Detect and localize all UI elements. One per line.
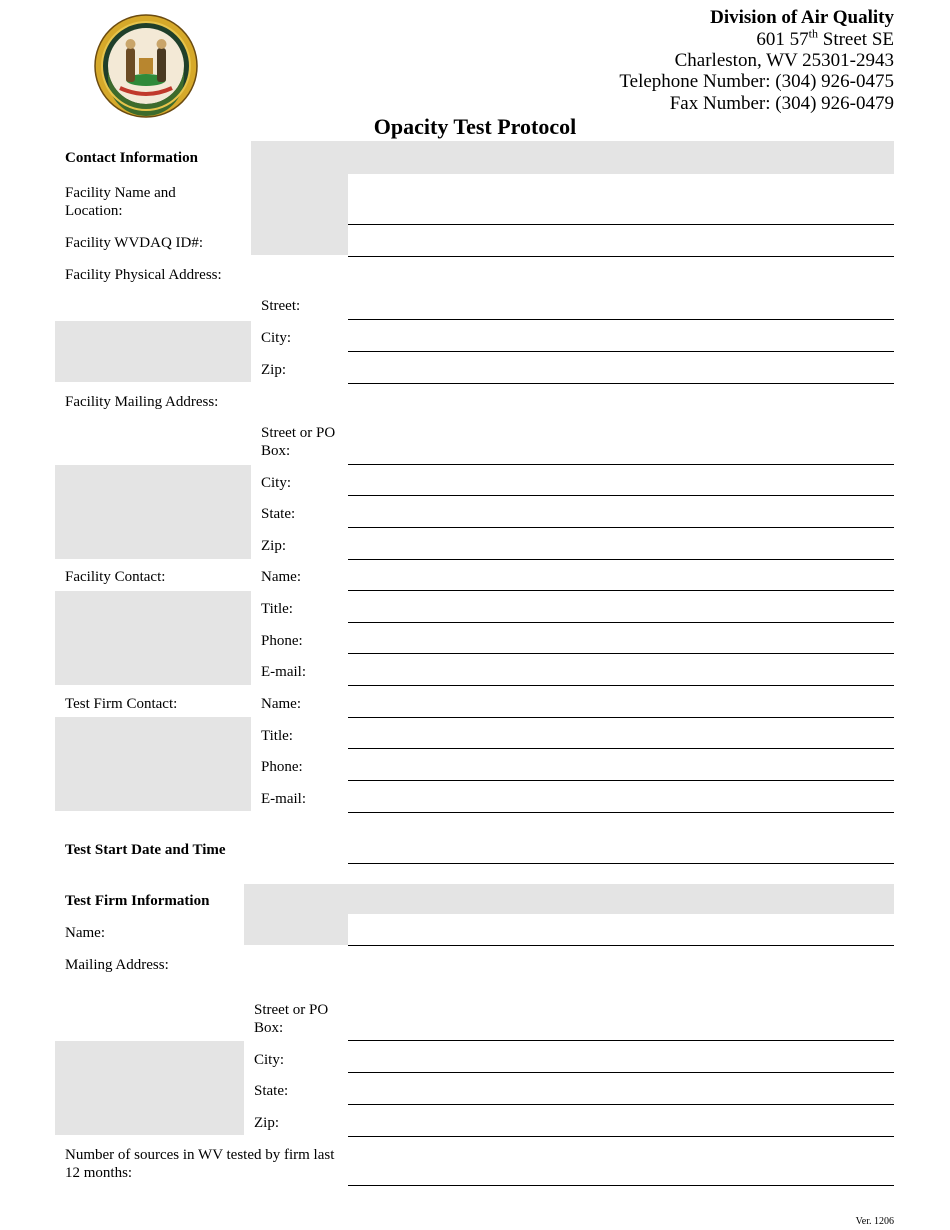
test-firm-name-label: Name: (65, 925, 105, 941)
facility-name-location-field[interactable] (348, 224, 894, 225)
street-address: 601 57th Street SE (756, 26, 894, 50)
facility-contact-name-label: Name: (261, 569, 301, 585)
physical-zip-field[interactable] (348, 383, 894, 384)
fax-number: Fax Number: (304) 926-0479 (669, 93, 894, 114)
facility-contact-phone-field[interactable] (348, 653, 894, 654)
physical-address-shade (55, 321, 251, 382)
test-firm-contact-label: Test Firm Contact: (65, 696, 178, 712)
firm-mailing-street-label: Street or PO Box: (254, 1002, 329, 1036)
organization-name: Division of Air Quality (710, 7, 894, 28)
facility-contact-email-field[interactable] (348, 685, 894, 686)
mailing-zip-field[interactable] (348, 559, 894, 560)
mailing-state-field[interactable] (348, 527, 894, 528)
test-firm-contact-email-label: E-mail: (261, 791, 306, 807)
contact-heading-shade (251, 141, 894, 174)
sources-tested-field[interactable] (348, 1185, 894, 1186)
physical-street-field[interactable] (348, 319, 894, 320)
test-firm-contact-phone-field[interactable] (348, 780, 894, 781)
contact-information-heading: Contact Information (65, 150, 198, 166)
physical-city-field[interactable] (348, 351, 894, 352)
test-firm-contact-title-label: Title: (261, 728, 293, 744)
test-firm-contact-email-field[interactable] (348, 812, 894, 813)
facility-contact-phone-label: Phone: (261, 633, 303, 649)
firm-mailing-street-field[interactable] (348, 1040, 894, 1041)
mailing-city-field[interactable] (348, 495, 894, 496)
firm-mailing-state-label: State: (254, 1083, 289, 1099)
facility-name-location-label: Facility Name and Location: (65, 185, 176, 219)
physical-street-label: Street: (261, 298, 301, 314)
facility-contact-shade (55, 591, 251, 685)
firm-mailing-city-field[interactable] (348, 1072, 894, 1073)
page-title: Opacity Test Protocol (373, 114, 577, 139)
telephone-number: Telephone Number: (304) 926-0475 (619, 71, 894, 92)
state-seal-icon (94, 14, 198, 118)
test-firm-name-field[interactable] (348, 945, 894, 946)
physical-city-label: City: (261, 330, 292, 346)
facility-contact-email-label: E-mail: (261, 664, 306, 680)
test-start-field[interactable] (348, 863, 894, 864)
version-label: Ver. 1206 (855, 1216, 894, 1227)
city-state-zip: Charleston, WV 25301-2943 (674, 50, 894, 71)
firm-mailing-city-label: City: (254, 1052, 285, 1068)
mailing-state-label: State: (261, 506, 296, 522)
sources-tested-label: Number of sources in WV tested by firm last 12 months: (65, 1147, 335, 1181)
test-firm-heading-shade (244, 884, 894, 914)
facility-name-id-shade (251, 174, 348, 255)
facility-contact-title-label: Title: (261, 601, 293, 617)
facility-contact-name-field[interactable] (348, 590, 894, 591)
test-start-heading: Test Start Date and Time (65, 842, 226, 858)
firm-mailing-zip-field[interactable] (348, 1136, 894, 1137)
physical-address-label: Facility Physical Address: (65, 267, 222, 283)
test-firm-contact-title-field[interactable] (348, 748, 894, 749)
firm-mailing-zip-label: Zip: (254, 1115, 279, 1131)
facility-id-field[interactable] (348, 256, 894, 257)
test-firm-name-shade (244, 914, 348, 945)
mailing-street-field[interactable] (348, 464, 894, 465)
mailing-zip-label: Zip: (261, 538, 286, 554)
firm-mailing-address-shade (55, 1041, 244, 1135)
test-firm-contact-shade (55, 717, 251, 811)
test-firm-contact-phone-label: Phone: (261, 759, 303, 775)
facility-contact-title-field[interactable] (348, 622, 894, 623)
mailing-address-shade (55, 465, 251, 559)
test-firm-contact-name-field[interactable] (348, 717, 894, 718)
mailing-address-label: Facility Mailing Address: (65, 394, 219, 410)
test-firm-contact-name-label: Name: (261, 696, 301, 712)
physical-zip-label: Zip: (261, 362, 286, 378)
mailing-city-label: City: (261, 475, 292, 491)
facility-contact-label: Facility Contact: (65, 569, 166, 585)
mailing-street-label: Street or PO Box: (261, 425, 336, 459)
test-firm-information-heading: Test Firm Information (65, 893, 210, 909)
firm-mailing-address-label: Mailing Address: (65, 957, 169, 973)
facility-id-label: Facility WVDAQ ID#: (65, 235, 204, 251)
firm-mailing-state-field[interactable] (348, 1104, 894, 1105)
